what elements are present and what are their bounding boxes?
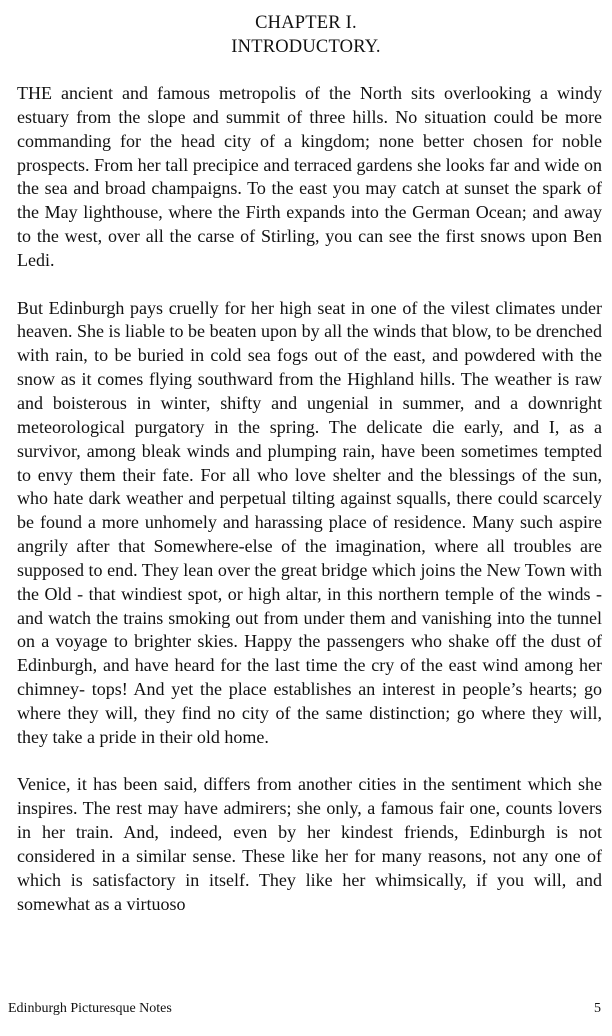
running-footer-title: Edinburgh Picturesque Notes <box>8 1001 172 1016</box>
chapter-body <box>17 82 602 940</box>
chapter-number: CHAPTER I. <box>255 13 357 33</box>
chapter-title: INTRODUCTORY. <box>231 37 381 57</box>
page-number: 5 <box>594 1001 601 1016</box>
paragraph: But Edinburgh pays cruelly for her high seat in one of the vilest climates under heaven. She is liable to be beaten upon by all the winds that blow, to be drenched with rain, to be buried in cold sea fogs out of the east, and powdered with the snow as it comes flying southward from the Highland hills. The weather is raw and boisterous in winter, shifty and ungenial in summer, and a downright meteorological purgatory in the spring. The delicate die early, and I, as a survivor, among bleak winds and plumping rain, have been sometimes tempted to envy them their fate. For all who love shelter and the blessings of the sun, who hate dark weather and perpetual tilting against squalls, there could scarcely be found a more unhomely and harassing place of residence. Many such aspire angrily after that Somewhere-else of the imagination, where all troubles are supposed to end. They lean over the great bridge which joins the New Town with the Old - that windiest spot, or high altar, in this northern temple of the winds - and watch the trains smoking out from under them and vanishing into the tunnel on a voyage to brighter skies. Happy the passengers who shake off the dust of Edinburgh, and have heard for the last time the cry of the east wind among her chimney- tops! And yet the place establishes an interest in people’s hearts; go where they will, they find no city of the same distinction; go where they will, they take a pride in their old home. <box>17 297 602 747</box>
paragraph: THE ancient and famous metropolis of the North sits overlooking a windy estuary from the slope and summit of three hills. No situation could be more commanding for the head city of a kingdom; none better chosen for noble prospects. From her tall precipice and terraced gardens she looks far and wide on the sea and broad champaigns. To the east you may catch at sunset the spark of the May lighthouse, where the Firth expands into the German Ocean; and away to the west, over all the carse of Stirling, you can see the first snows upon Ben Ledi. <box>17 83 602 270</box>
paragraph: Venice, it has been said, differs from another cities in the sentiment which she inspires. The rest may have admirers; she only, a famous fair one, counts lovers in her train. And, indeed, even by her kindest friends, Edinburgh is not considered in a similar sense. These like her for many reasons, not any one of which is satisfactory in itself. They like her whimsically, if you will, and somewhat as a virtuoso <box>17 774 602 914</box>
